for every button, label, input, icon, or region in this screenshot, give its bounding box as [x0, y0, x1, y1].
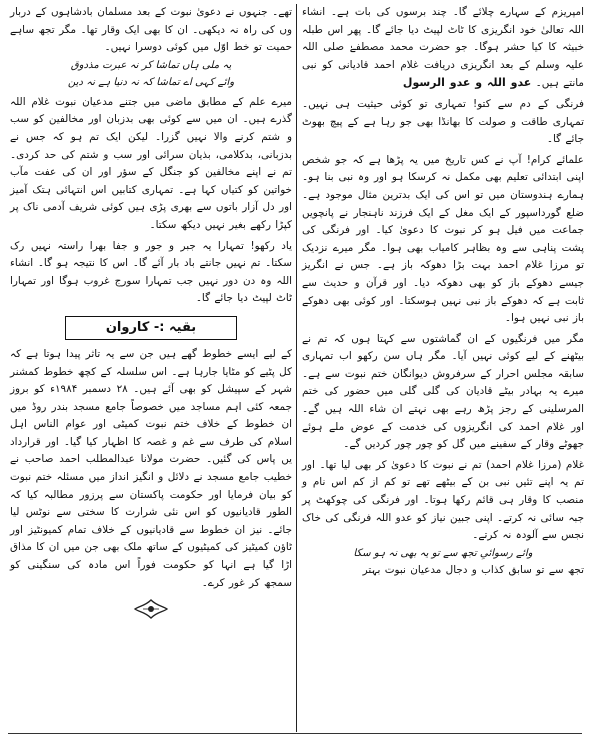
right-paragraph-6: تجھ سے تو سابق کذاب و دجال مدعیان نبوت بہتر — [362, 563, 584, 576]
right-verse-1: وائے رسوائیِ تجھ سے تو یہ بھی نہ ہو سکا — [353, 547, 533, 559]
right-paragraph-2: فرنگی کے دم سے کتو! تمہاری تو کوئی حیثیت ہی نہیں۔ تمہاری طاقت و صولت کا بھانڈا بھی جو رہا ہے کے پیچ بھوٹ جائے گا۔ — [302, 97, 584, 146]
left-verse-2: وائے کہی اے تماشا کہ نہ دنیا ہے نہ دین — [67, 76, 235, 88]
right-column — [302, 4, 584, 579]
right-quote: عدو اللہ و عدو الرسول — [402, 76, 532, 90]
right-paragraph-5: غلام (مرزا غلام احمد) تم نے نبوت کا دعویٰ کر بھی لیا تھا۔ اور تم یہ اپنے تئیں نبی بن کے بیٹھے تھے تو کم از کم اس نام و منصب کا وقار ہی قائم رکھا ہوتا۔ اور فرنگی کی چوکھٹ پر جبہ سائی نہ کرتے۔ اپنی جبین نیاز کو عدو اللہ فرنگی کی خاک نجس سے آلودہ نہ کرتے۔ — [302, 458, 584, 542]
right-paragraph-4: مگر میں فرنگیوں کے ان گماشتوں سے کہتا ہوں کہ تم نے بیٹھنے کے لیے کوئی نہیں آیا۔ مگر ہاں سن رکھو اب تمہاری سابقہ مجلس احرار کے سرفروش دیوانگان ختم نبوت سے ہے۔ میرے یہ بہادر بیٹے قادیان کی گلی گلی میں حضور کی ختم المرسلینی کے رجز پڑھ رہے بھی نہتے ان شاء اللہ ہیں گے۔ اور غلام احمد کی انگریزوں کی خدمت کے عوض ملے ہوئے جھوٹے وقار کے سفینے میں گل کو چور چور کردیں گے۔ — [302, 332, 584, 451]
right-paragraph-1-text: امپریزم کے سہارے چلائے گا۔ چند برسوں کی بات ہے۔ انشاء اللہ تعالیٰ خود انگریزی کا ٹاٹ لپیٹ دیا جائے گا۔ پھر اس طبلہ خبیثہ کا کیا حشر ہوگا۔ جو حضرت محمد مصطفےٰ صلی اللہ علیہ وسلم کے بعد انگریزی دریافت غلام احمد قادیانی کو نبی مانتے ہیں۔ — [302, 6, 584, 90]
section-heading-box — [65, 316, 237, 340]
section-heading: بقیہ :- کاروان — [105, 319, 197, 335]
right-paragraph-3: علمائے کرام! آپ نے کس تاریخ میں یہ پڑھا ہے کہ جو شخص اپنی ابتدائی تعلیم بھی مکمل نہ کرسکا ہو اور وہ نبی بنا ہو۔ ہمارے ہندوستان میں تو اس کی ایک بدترین مثال موجود ہے۔ ضلع گورداسپور کے ایک مغل کے ایک فرزند ناہنجار نے پانچویں جماعت میں فیل ہو کر نبوت کا دعویٰ کیا۔ اور فرنگی کی پشت پناہی سے وہ بظاہر کامیاب بھی ہوا۔ مگر میرے نزدیک تو مرزا غلام احمد بہت بڑا دھوکہ باز ہے۔ جس نے انگریز جیسے دھوکے باز کو بھی دھوکہ دیا۔ اور قرآن و حدیث سے ثابت ہے کہ دھوکے باز نبی نہیں ہوسکتا۔ اور کوئی بھی دھوکے باز نبی نہیں ہوا۔ — [302, 153, 584, 325]
right-paragraph-1 — [302, 4, 584, 93]
left-column — [10, 4, 292, 624]
ornament-icon — [10, 598, 292, 624]
left-verse-1: یہ ملی ہاں تماشا کر نہ عبرت مذدوق — [70, 59, 232, 71]
left-paragraph-4: کے لیے ایسے خطوط گھے ہیں جن سے یہ تاثر پیدا ہوتا ہے کہ کل پٹیے کو مٹایا جارہا ہے۔ اس سلسلہ کے کچھ خطوط کمشنر شہر کے سپیشل کو بھی آئے ہیں۔ ۲۸ دسمبر ۱۹۸۴ء کو بروز جمعہ کئی اہم مساجد میں خصوصاً جامع مسجد بندر روڈ میں ان خطوط کے خلاف ختم نبوت کمیٹی اور عوام الناس اہل اسلام کی طرف سے غم و غصہ کا اظہار کیا گیا۔ اور قرارداد یں پاس کی گئیں۔ حضرت مولانا عبدالمطلب احمد صاحب نے خطیب جامع مسجد نے دلائل و انگیز انداز میں مسئلہ ختم نبوت کو بیان فرمایا اور حکومت پاکستان سے پرزور مطالبہ کیا کہ الطور قادیانیوں کو اس نئی شرارت کا سختی سے نوٹس لیا جائے۔ نیز ان خطوط سے قادیانیوں کے خلاف تمام کمیونٹیز اور ٹاؤن کمیٹیز کی کمیٹیوں کے ساتھ ملک بھی جن میں ان کا مذاق اڑا گیا ہے انہا کو حکومت فوراً اس مادہ کی سنگینی کو سمجھ کر غور کرے۔ — [10, 347, 292, 589]
bottom-rule — [8, 733, 582, 734]
left-paragraph-2: میرے علم کے مطابق ماضی میں جتنے مدعیان نبوت غلام اللہ گذرے ہیں۔ ان میں سے کوئی بھی بدزبان اور مخالفین کو سب و شتم کرنے والا نہیں گزرا۔ لیکن ایک تم ہو کہ جس نے بدزبانی، بدکلامی، بذیان سرائی اور سب و شتم کی حد کردی۔ تم نے اپنے مخالفین کو جنگل کے سؤر اور ان کی عفت مآب خواتین کو کتیاں کہا ہے۔ تمہاری کتابیں اس انتہائی ہتک آمیز اور دل آزار باتوں سے بھری پڑی ہیں کوئی شریف آدمی ناک پر کپڑا رکھے بغیر نہیں دیکھ سکتا۔ — [10, 95, 292, 231]
left-paragraph-1: تھے۔ جنہوں نے دعویٰ نبوت کے بعد مسلمان بادشاہوں کے دربار وں کی راہ نہ دیکھی۔ ان کا بھی ایک وقار تھا۔ مگر تجھ ساہے حمیت تو خط اوّل میں کوئی دوسرا نہیں۔ — [10, 6, 292, 54]
left-paragraph-3: یاد رکھو! تمہارا یہ جبر و جور و جفا بھرا راستہ نہیں رک سکتا۔ تم نہیں جانتے باد بار آئے گا۔ اس کا نتیجہ ہو گا۔ انشاء اللہ وہ دن دور نہیں جب تمہارا سورج غروب ہوگا اور تمہارا ٹاٹ لپیٹ دیا جائے گا۔ — [10, 239, 292, 305]
column-divider — [296, 4, 297, 732]
